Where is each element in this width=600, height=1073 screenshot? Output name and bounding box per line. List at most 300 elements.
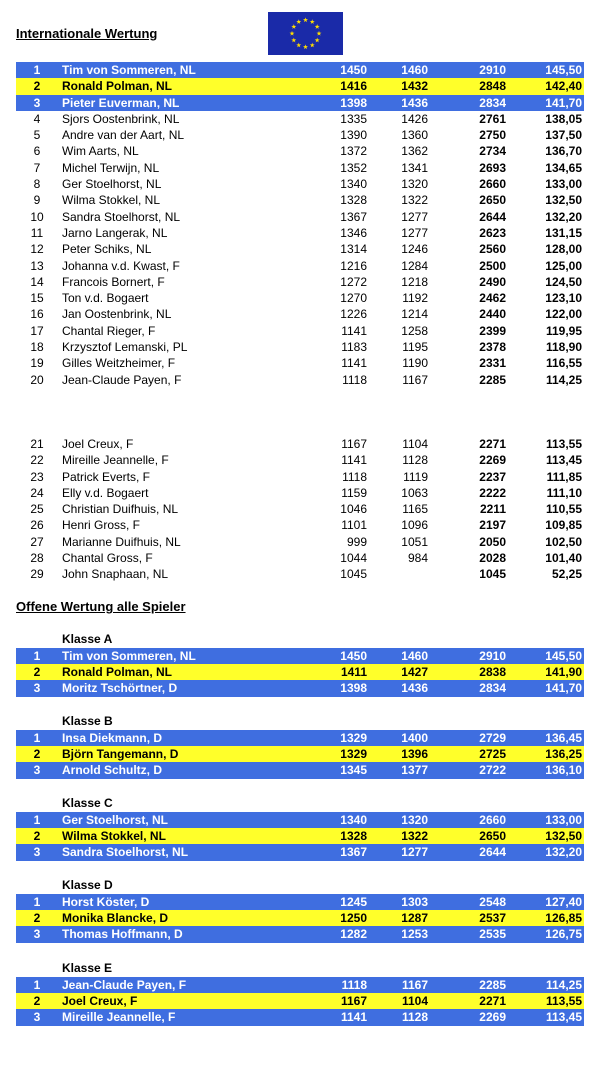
class-podium-table bbox=[16, 977, 584, 1026]
name-cell: Wim Aarts, NL bbox=[62, 144, 139, 159]
score1-cell: 1226 bbox=[340, 307, 367, 322]
name-cell: Chantal Gross, F bbox=[62, 551, 153, 566]
total-cell: 2271 bbox=[479, 994, 506, 1009]
star-icon bbox=[291, 38, 296, 43]
table-row bbox=[16, 209, 584, 225]
name-cell: Ton v.d. Bogaert bbox=[62, 291, 149, 306]
name-cell: Elly v.d. Bogaert bbox=[62, 485, 149, 500]
table-row bbox=[16, 926, 584, 942]
total-cell: 2560 bbox=[479, 242, 506, 257]
score1-cell: 1314 bbox=[340, 242, 367, 257]
table-row bbox=[16, 648, 584, 664]
rank-cell: 22 bbox=[30, 453, 44, 468]
table-row bbox=[16, 306, 584, 322]
table-row bbox=[16, 812, 584, 828]
average-cell: 124,50 bbox=[545, 274, 582, 289]
score2-cell: 1190 bbox=[402, 356, 428, 371]
score1-cell: 999 bbox=[346, 534, 367, 549]
score2-cell: 1436 bbox=[401, 95, 428, 110]
score2-cell: 1341 bbox=[401, 160, 428, 175]
table-row bbox=[16, 323, 584, 339]
total-cell: 2750 bbox=[479, 128, 506, 143]
star-icon bbox=[296, 19, 301, 24]
average-cell: 142,40 bbox=[545, 79, 582, 94]
average-cell: 122,00 bbox=[545, 307, 582, 322]
table-row bbox=[16, 290, 584, 306]
average-cell: 109,85 bbox=[545, 518, 582, 533]
name-cell: Jean-Claude Payen, F bbox=[62, 978, 187, 992]
table-row bbox=[16, 550, 584, 566]
average-cell: 136,10 bbox=[545, 763, 582, 778]
name-cell: Sandra Stoelhorst, NL bbox=[62, 209, 181, 224]
total-cell: 2725 bbox=[479, 747, 506, 762]
score1-cell: 1335 bbox=[340, 111, 367, 126]
average-cell: 114,25 bbox=[545, 372, 582, 387]
average-cell: 113,55 bbox=[545, 437, 582, 451]
total-cell: 2644 bbox=[479, 209, 506, 224]
name-cell: John Snaphaan, NL bbox=[62, 567, 169, 582]
score1-cell: 1118 bbox=[342, 372, 367, 387]
average-cell: 136,25 bbox=[545, 747, 582, 762]
star-icon bbox=[296, 43, 301, 48]
score1-cell: 1101 bbox=[341, 518, 367, 533]
score1-cell: 1340 bbox=[340, 813, 367, 827]
score2-cell: 1192 bbox=[402, 291, 428, 306]
star-icon bbox=[310, 19, 315, 24]
average-cell: 141,70 bbox=[545, 95, 582, 110]
score2-cell: 1246 bbox=[401, 242, 428, 257]
total-cell: 2197 bbox=[479, 518, 506, 533]
name-cell: Moritz Tschörtner, D bbox=[62, 681, 178, 696]
table-row bbox=[16, 828, 584, 844]
score2-cell: 1167 bbox=[402, 372, 428, 387]
table-row bbox=[16, 664, 584, 680]
score2-cell: 1167 bbox=[401, 978, 428, 992]
name-cell: Ronald Polman, NL bbox=[62, 665, 173, 680]
name-cell: Björn Tangemann, D bbox=[62, 747, 179, 762]
score2-cell: 1303 bbox=[401, 895, 428, 909]
rank-cell: 11 bbox=[30, 225, 44, 240]
score2-cell: 1322 bbox=[401, 193, 428, 208]
score1-cell: 1328 bbox=[340, 193, 367, 208]
score2-cell: 1128 bbox=[401, 1010, 428, 1025]
name-cell: Insa Diekmann, D bbox=[62, 731, 163, 745]
rank-cell: 2 bbox=[33, 665, 41, 680]
score1-cell: 1282 bbox=[340, 927, 367, 942]
rank-cell: 2 bbox=[33, 747, 41, 762]
score2-cell: 1258 bbox=[401, 323, 428, 338]
score1-cell: 1167 bbox=[340, 994, 367, 1009]
total-cell: 2490 bbox=[479, 274, 506, 289]
score1-cell: 1272 bbox=[340, 274, 367, 289]
average-cell: 136,70 bbox=[545, 144, 582, 159]
name-cell: Ger Stoelhorst, NL bbox=[62, 177, 162, 192]
name-cell: Joel Creux, F bbox=[62, 994, 138, 1009]
class-podium-table bbox=[16, 894, 584, 943]
rank-cell: 26 bbox=[30, 518, 44, 533]
rank-cell: 2 bbox=[33, 829, 41, 844]
average-cell: 128,00 bbox=[545, 242, 582, 257]
average-cell: 126,75 bbox=[545, 927, 582, 942]
table-row bbox=[16, 111, 584, 127]
score1-cell: 1345 bbox=[340, 763, 367, 778]
table-row bbox=[16, 78, 584, 94]
score2-cell: 1287 bbox=[401, 911, 428, 926]
rank-cell: 3 bbox=[33, 681, 41, 696]
score2-cell: 1322 bbox=[401, 829, 428, 844]
table-row bbox=[16, 192, 584, 208]
score1-cell: 1118 bbox=[341, 978, 367, 992]
class-podium-table bbox=[16, 730, 584, 779]
total-cell: 2269 bbox=[479, 453, 506, 468]
rank-cell: 2 bbox=[33, 911, 41, 926]
total-cell: 2734 bbox=[479, 144, 506, 159]
score2-cell: 1128 bbox=[402, 453, 428, 468]
rank-cell: 12 bbox=[30, 242, 44, 257]
name-cell: Horst Köster, D bbox=[62, 895, 150, 909]
score2-cell: 1400 bbox=[401, 731, 428, 745]
total-cell: 2838 bbox=[479, 665, 506, 680]
score1-cell: 1141 bbox=[341, 356, 367, 371]
average-cell: 126,85 bbox=[545, 911, 582, 926]
table-row bbox=[16, 241, 584, 257]
name-cell: Pieter Euverman, NL bbox=[62, 95, 180, 110]
name-cell: Tim von Sommeren, NL bbox=[62, 649, 196, 663]
total-cell: 2028 bbox=[479, 551, 506, 566]
total-cell: 2910 bbox=[479, 63, 506, 77]
name-cell: Ronald Polman, NL bbox=[62, 79, 173, 94]
eu-flag-svg bbox=[268, 12, 343, 55]
total-cell: 2729 bbox=[479, 731, 506, 745]
class-podium-table bbox=[16, 648, 584, 697]
table-row bbox=[16, 436, 584, 452]
name-cell: Marianne Duifhuis, NL bbox=[62, 534, 181, 549]
score1-cell: 1118 bbox=[342, 469, 367, 484]
name-cell: Michel Terwijn, NL bbox=[62, 160, 160, 175]
name-cell: Wilma Stokkel, NL bbox=[62, 829, 166, 844]
table-row bbox=[16, 730, 584, 746]
table-row bbox=[16, 894, 584, 910]
table-row bbox=[16, 452, 584, 468]
total-cell: 2378 bbox=[479, 340, 506, 355]
international-table-continued bbox=[16, 436, 584, 583]
rank-cell: 3 bbox=[33, 845, 41, 860]
total-cell: 2650 bbox=[479, 829, 506, 844]
score1-cell: 1416 bbox=[340, 79, 367, 94]
class-label: Klasse D bbox=[62, 878, 113, 892]
table-row bbox=[16, 372, 584, 388]
total-cell: 2848 bbox=[479, 79, 506, 94]
rank-cell: 8 bbox=[33, 177, 41, 192]
table-row bbox=[16, 762, 584, 778]
score2-cell: 1165 bbox=[402, 502, 428, 517]
average-cell: 145,50 bbox=[545, 649, 582, 663]
table-row bbox=[16, 176, 584, 192]
score2-cell: 1360 bbox=[401, 128, 428, 143]
average-cell: 110,55 bbox=[545, 502, 582, 517]
rank-cell: 21 bbox=[30, 437, 44, 451]
rank-cell: 24 bbox=[30, 485, 44, 500]
table-row bbox=[16, 469, 584, 485]
average-cell: 132,50 bbox=[545, 193, 582, 208]
score1-cell: 1045 bbox=[340, 567, 367, 582]
score2-cell: 1277 bbox=[401, 225, 428, 240]
name-cell: Johanna v.d. Kwast, F bbox=[62, 258, 180, 273]
rank-cell: 3 bbox=[33, 763, 41, 778]
rank-cell: 15 bbox=[30, 291, 44, 306]
open-title: Offene Wertung alle Spieler bbox=[16, 599, 186, 614]
score1-cell: 1352 bbox=[340, 160, 367, 175]
rank-cell: 5 bbox=[33, 128, 41, 143]
name-cell: Peter Schiks, NL bbox=[62, 242, 152, 257]
name-cell: Tim von Sommeren, NL bbox=[62, 63, 196, 77]
score1-cell: 1159 bbox=[341, 485, 367, 500]
score1-cell: 1372 bbox=[340, 144, 367, 159]
table-row bbox=[16, 517, 584, 533]
score2-cell: 1436 bbox=[401, 681, 428, 696]
total-cell: 2722 bbox=[479, 763, 506, 778]
international-table bbox=[16, 62, 584, 388]
score1-cell: 1450 bbox=[340, 649, 367, 663]
score1-cell: 1346 bbox=[340, 225, 367, 240]
score1-cell: 1270 bbox=[340, 291, 367, 306]
rank-cell: 29 bbox=[30, 567, 44, 582]
rank-cell: 1 bbox=[33, 895, 41, 909]
name-cell: Chantal Rieger, F bbox=[62, 323, 156, 338]
rank-cell: 3 bbox=[33, 927, 41, 942]
score1-cell: 1450 bbox=[340, 63, 367, 77]
score2-cell: 1277 bbox=[401, 209, 428, 224]
rank-cell: 1 bbox=[33, 649, 41, 663]
total-cell: 2399 bbox=[479, 323, 506, 338]
star-icon bbox=[315, 24, 320, 29]
average-cell: 141,70 bbox=[545, 681, 582, 696]
score2-cell: 1104 bbox=[402, 437, 428, 451]
total-cell: 2269 bbox=[479, 1010, 506, 1025]
name-cell: Joel Creux, F bbox=[62, 437, 134, 451]
score2-cell: 1284 bbox=[401, 258, 428, 273]
name-cell: Thomas Hoffmann, D bbox=[62, 927, 183, 942]
score1-cell: 1250 bbox=[340, 911, 367, 926]
score1-cell: 1245 bbox=[340, 895, 367, 909]
class-label: Klasse B bbox=[62, 714, 113, 728]
average-cell: 132,50 bbox=[545, 829, 582, 844]
score2-cell: 1427 bbox=[401, 665, 428, 680]
average-cell: 132,20 bbox=[545, 845, 582, 860]
total-cell: 2271 bbox=[479, 437, 506, 451]
total-cell: 2644 bbox=[479, 845, 506, 860]
score2-cell: 1377 bbox=[401, 763, 428, 778]
score2-cell: 1051 bbox=[401, 534, 428, 549]
table-row bbox=[16, 566, 584, 582]
total-cell: 2285 bbox=[479, 978, 506, 992]
total-cell: 2050 bbox=[479, 534, 506, 549]
total-cell: 2623 bbox=[479, 225, 506, 240]
rank-cell: 27 bbox=[30, 534, 44, 549]
score2-cell: 1320 bbox=[401, 813, 428, 827]
total-cell: 2331 bbox=[479, 356, 506, 371]
score1-cell: 1340 bbox=[340, 177, 367, 192]
class-label: Klasse C bbox=[62, 796, 113, 810]
average-cell: 136,45 bbox=[545, 731, 582, 745]
score2-cell: 1396 bbox=[401, 747, 428, 762]
star-icon bbox=[290, 31, 295, 36]
score2-cell: 1362 bbox=[401, 144, 428, 159]
table-row bbox=[16, 993, 584, 1009]
rank-cell: 2 bbox=[33, 79, 41, 94]
total-cell: 2834 bbox=[479, 95, 506, 110]
average-cell: 118,90 bbox=[545, 340, 582, 355]
score1-cell: 1141 bbox=[340, 1010, 367, 1025]
total-cell: 2237 bbox=[479, 469, 506, 484]
name-cell: Jarno Langerak, NL bbox=[62, 225, 168, 240]
table-row bbox=[16, 501, 584, 517]
star-icon bbox=[303, 17, 308, 22]
rank-cell: 2 bbox=[33, 994, 41, 1009]
eu-flag-icon bbox=[268, 12, 343, 55]
total-cell: 2834 bbox=[479, 681, 506, 696]
table-row bbox=[16, 62, 584, 78]
table-row bbox=[16, 127, 584, 143]
total-cell: 2440 bbox=[479, 307, 506, 322]
star-icon bbox=[310, 43, 315, 48]
rank-cell: 1 bbox=[33, 731, 41, 745]
rank-cell: 25 bbox=[30, 502, 44, 517]
name-cell: Jean-Claude Payen, F bbox=[62, 372, 182, 387]
average-cell: 133,00 bbox=[545, 813, 582, 827]
rank-cell: 18 bbox=[30, 340, 44, 355]
name-cell: Krzysztof Lemanski, PL bbox=[62, 340, 188, 355]
name-cell: Monika Blancke, D bbox=[62, 911, 169, 926]
rank-cell: 20 bbox=[30, 372, 44, 387]
rank-cell: 3 bbox=[33, 95, 41, 110]
name-cell: Christian Duifhuis, NL bbox=[62, 502, 179, 517]
average-cell: 113,45 bbox=[545, 1010, 582, 1025]
score1-cell: 1183 bbox=[341, 340, 367, 355]
class-label: Klasse E bbox=[62, 961, 113, 975]
score2-cell: 1119 bbox=[403, 469, 428, 484]
score1-cell: 1167 bbox=[341, 437, 367, 451]
score2-cell: 1096 bbox=[401, 518, 428, 533]
rank-cell: 19 bbox=[30, 356, 44, 371]
table-row bbox=[16, 225, 584, 241]
total-cell: 2548 bbox=[479, 895, 506, 909]
rank-cell: 14 bbox=[30, 274, 44, 289]
rank-cell: 9 bbox=[33, 193, 41, 208]
average-cell: 52,25 bbox=[551, 567, 582, 582]
average-cell: 133,00 bbox=[545, 177, 582, 192]
average-cell: 113,45 bbox=[545, 453, 582, 468]
average-cell: 114,25 bbox=[545, 978, 582, 992]
average-cell: 131,15 bbox=[545, 225, 582, 240]
total-cell: 2761 bbox=[479, 111, 506, 126]
rank-cell: 17 bbox=[30, 323, 44, 338]
score1-cell: 1141 bbox=[341, 323, 367, 338]
score2-cell: 1432 bbox=[401, 79, 428, 94]
score1-cell: 1044 bbox=[340, 551, 367, 566]
name-cell: Ger Stoelhorst, NL bbox=[62, 813, 169, 827]
average-cell: 137,50 bbox=[545, 128, 582, 143]
total-cell: 2693 bbox=[479, 160, 506, 175]
name-cell: Sjors Oostenbrink, NL bbox=[62, 111, 180, 126]
name-cell: Arnold Schultz, D bbox=[62, 763, 162, 778]
score1-cell: 1367 bbox=[340, 845, 367, 860]
table-row bbox=[16, 844, 584, 860]
name-cell: Henri Gross, F bbox=[62, 518, 141, 533]
total-cell: 2660 bbox=[479, 813, 506, 827]
total-cell: 2650 bbox=[479, 193, 506, 208]
average-cell: 134,65 bbox=[545, 160, 582, 175]
name-cell: Wilma Stokkel, NL bbox=[62, 193, 161, 208]
rank-cell: 1 bbox=[33, 813, 41, 827]
total-cell: 2285 bbox=[479, 372, 506, 387]
table-row bbox=[16, 485, 584, 501]
average-cell: 113,55 bbox=[545, 994, 582, 1009]
total-cell: 2660 bbox=[479, 177, 506, 192]
score2-cell: 1460 bbox=[401, 649, 428, 663]
total-cell: 2222 bbox=[479, 485, 506, 500]
score2-cell: 1218 bbox=[401, 274, 428, 289]
rank-cell: 1 bbox=[33, 978, 41, 992]
average-cell: 101,40 bbox=[545, 551, 582, 566]
score1-cell: 1390 bbox=[340, 128, 367, 143]
average-cell: 111,10 bbox=[546, 485, 582, 500]
table-row bbox=[16, 160, 584, 176]
table-row bbox=[16, 746, 584, 762]
average-cell: 111,85 bbox=[546, 469, 582, 484]
average-cell: 102,50 bbox=[545, 534, 582, 549]
average-cell: 127,40 bbox=[545, 895, 582, 909]
class-label: Klasse A bbox=[62, 632, 113, 646]
rank-cell: 13 bbox=[30, 258, 44, 273]
rank-cell: 3 bbox=[33, 1010, 41, 1025]
total-cell: 1045 bbox=[479, 567, 506, 582]
total-cell: 2500 bbox=[479, 258, 506, 273]
table-row bbox=[16, 534, 584, 550]
rank-cell: 23 bbox=[30, 469, 44, 484]
rank-cell: 16 bbox=[30, 307, 44, 322]
name-cell: Sandra Stoelhorst, NL bbox=[62, 845, 189, 860]
total-cell: 2910 bbox=[479, 649, 506, 663]
total-cell: 2211 bbox=[479, 502, 506, 517]
average-cell: 116,55 bbox=[545, 356, 582, 371]
average-cell: 119,95 bbox=[545, 323, 582, 338]
average-cell: 132,20 bbox=[545, 209, 582, 224]
name-cell: Gilles Weitzheimer, F bbox=[62, 356, 176, 371]
score2-cell: 1460 bbox=[401, 63, 428, 77]
score1-cell: 1411 bbox=[340, 665, 367, 680]
table-row bbox=[16, 95, 584, 111]
score1-cell: 1141 bbox=[341, 453, 367, 468]
rank-cell: 6 bbox=[33, 144, 41, 159]
table-row bbox=[16, 910, 584, 926]
rank-cell: 4 bbox=[33, 111, 41, 126]
score2-cell: 984 bbox=[407, 551, 428, 566]
table-row bbox=[16, 355, 584, 371]
name-cell: Jan Oostenbrink, NL bbox=[62, 307, 172, 322]
score1-cell: 1329 bbox=[340, 731, 367, 745]
table-row bbox=[16, 339, 584, 355]
star-icon bbox=[303, 44, 308, 49]
rank-cell: 28 bbox=[30, 551, 44, 566]
score2-cell: 1253 bbox=[401, 927, 428, 942]
score1-cell: 1398 bbox=[340, 95, 367, 110]
star-icon bbox=[291, 24, 296, 29]
average-cell: 123,10 bbox=[545, 291, 582, 306]
star-icon bbox=[315, 38, 320, 43]
total-cell: 2462 bbox=[479, 291, 506, 306]
rank-cell: 10 bbox=[30, 209, 44, 224]
